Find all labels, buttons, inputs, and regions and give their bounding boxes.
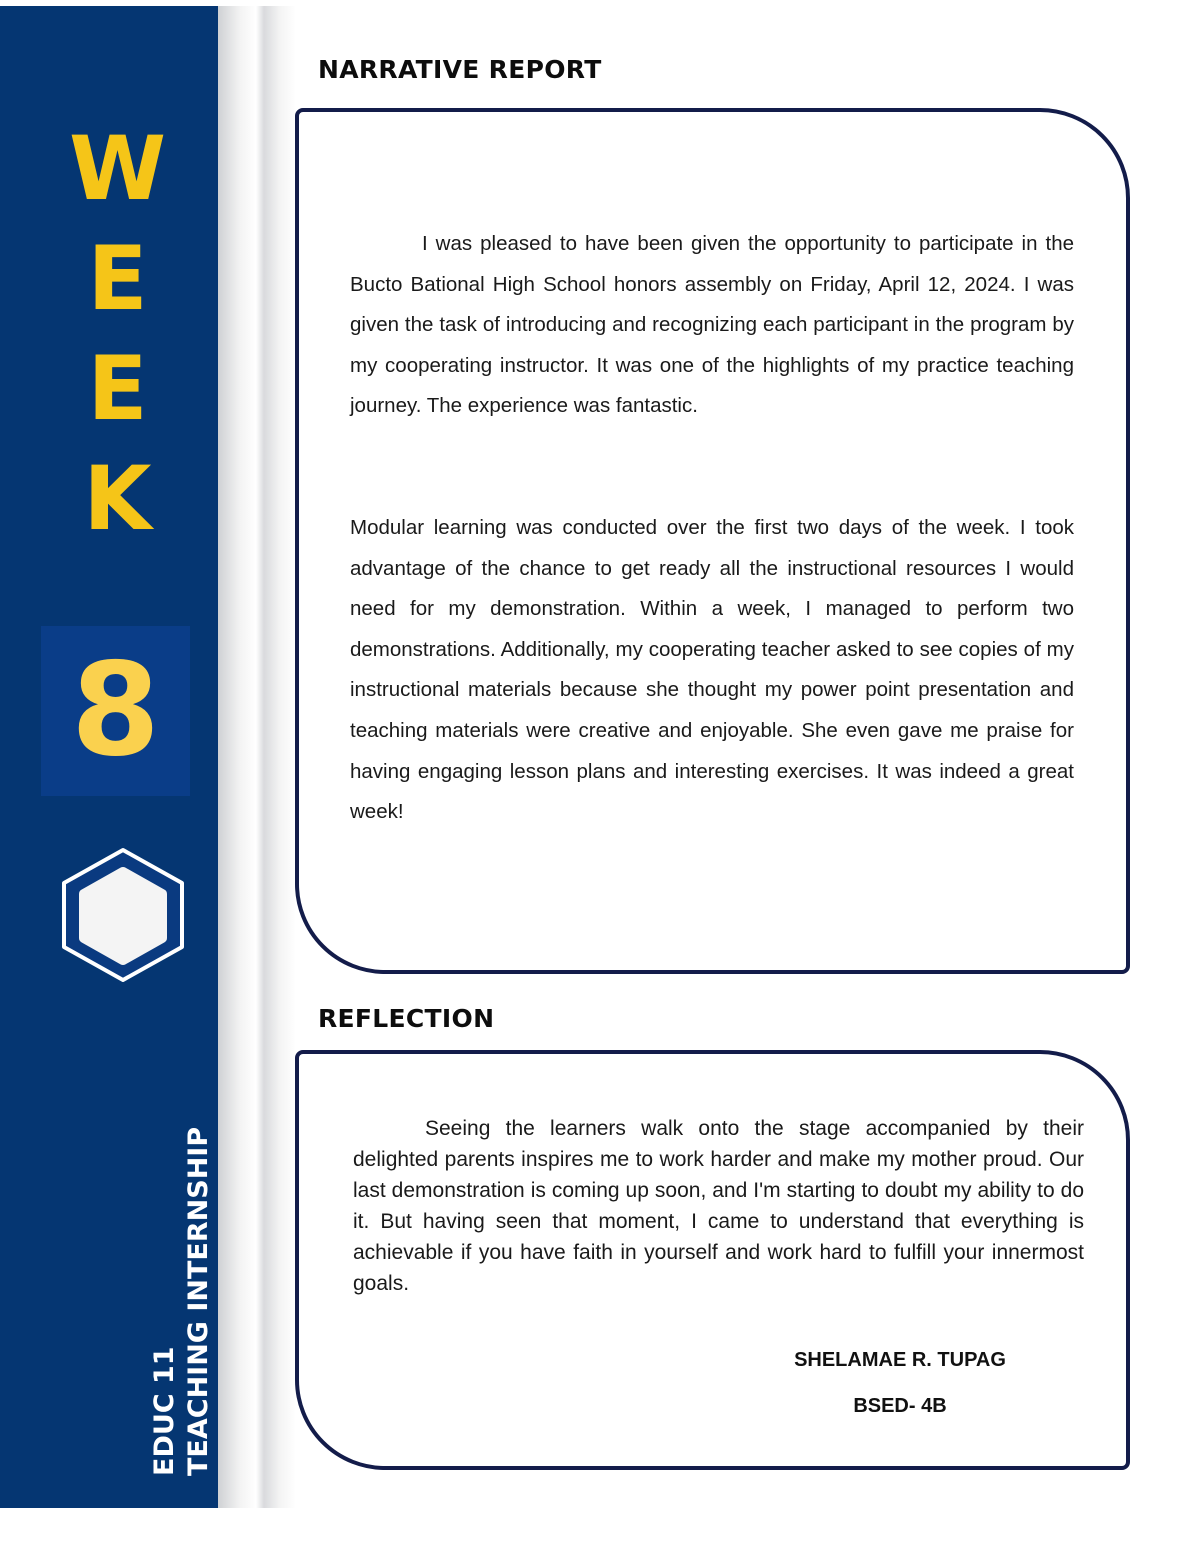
signature-section: BSED- 4B [853, 1395, 947, 1417]
hexagon-icon [58, 846, 188, 984]
sidebar [0, 6, 218, 1508]
week-letter-k: K [83, 447, 152, 550]
reflection-title: REFLECTION [318, 1004, 495, 1033]
course-title [148, 1106, 216, 1476]
week-letter-e1: E [87, 227, 148, 330]
narrative-paragraph-1: I was pleased to have been given the opportunity to participate in the Bucto Bational High School honors assembly on Friday, April 12, 2024. I was given the task of introducing and recognizing each participant in the program by my cooperating instructor. It was one of the highlights of my practice teaching journey. The experience was fantastic. [350, 232, 1074, 418]
week-letter-e2: E [87, 337, 148, 440]
reflection-paragraph: Seeing the learners walk onto the stage accompanied by their delighted parents inspires me to work harder and make my mother proud. Our last demonstration is coming up soon, and I'm starting to doubt my ability to do it. But having seen that moment, I came to understand that everything is achievable if you have faith in yourself and work hard to fulfill your innermost goals. [353, 1117, 1084, 1295]
signature-name: SHELAMAE R. TUPAG [794, 1349, 1006, 1371]
narrative-title: NARRATIVE REPORT [318, 55, 602, 84]
week-number: 8 [70, 636, 161, 785]
course-code: EDUC 11 [149, 1346, 180, 1476]
narrative-paragraph-2: Modular learning was conducted over the first two days of the week. I took advantage of the chance to get ready all the instructional resources I would need for my demonstration. Within a week, I managed to perform two demonstrations. Additionally, my cooperating teacher asked to see copies of my instructional materials because she thought my power point presentation and teaching materials were creative and enjoyable. She even gave me praise for having engaging lesson plans and interesting exercises. It was indeed a great week! [350, 516, 1074, 824]
week-letter-w: W [68, 117, 167, 220]
course-name: TEACHING INTERNSHIP [183, 1126, 214, 1476]
week-number-box [41, 626, 190, 796]
